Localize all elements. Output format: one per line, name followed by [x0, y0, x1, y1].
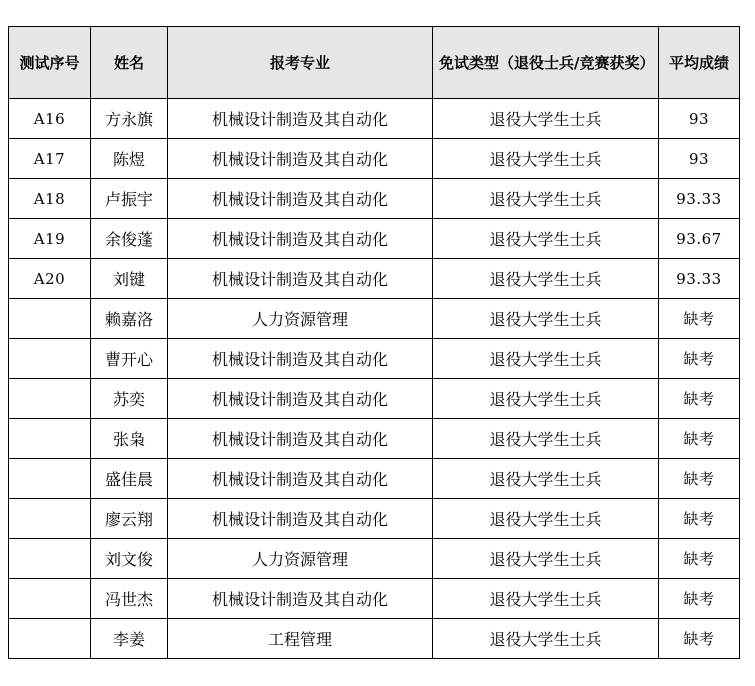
cell-name: 卢振宇 [91, 179, 168, 219]
cell-major: 机械设计制造及其自动化 [168, 219, 433, 259]
cell-name: 余俊蓬 [91, 219, 168, 259]
cell-exemption-type: 退役大学生士兵 [433, 259, 659, 299]
results-table-container [8, 26, 747, 659]
cell-test-number [9, 459, 91, 499]
table-row [9, 619, 740, 659]
table-row [9, 499, 740, 539]
table-body [9, 99, 740, 659]
cell-average-score: 缺考 [659, 459, 740, 499]
table-row [9, 179, 740, 219]
cell-major: 机械设计制造及其自动化 [168, 259, 433, 299]
table-row [9, 99, 740, 139]
cell-exemption-type: 退役大学生士兵 [433, 379, 659, 419]
cell-major: 机械设计制造及其自动化 [168, 379, 433, 419]
cell-name: 刘文俊 [91, 539, 168, 579]
cell-major: 机械设计制造及其自动化 [168, 579, 433, 619]
header-name: 姓名 [91, 27, 168, 99]
cell-test-number: A20 [9, 259, 91, 299]
table-row [9, 259, 740, 299]
header-major: 报考专业 [168, 27, 433, 99]
cell-name: 冯世杰 [91, 579, 168, 619]
cell-exemption-type: 退役大学生士兵 [433, 299, 659, 339]
cell-test-number [9, 539, 91, 579]
cell-average-score: 缺考 [659, 499, 740, 539]
cell-major: 机械设计制造及其自动化 [168, 419, 433, 459]
cell-major: 机械设计制造及其自动化 [168, 499, 433, 539]
cell-average-score: 缺考 [659, 579, 740, 619]
header-test-number: 测试序号 [9, 27, 91, 99]
cell-average-score: 93 [659, 139, 740, 179]
table-row [9, 339, 740, 379]
cell-average-score: 93 [659, 99, 740, 139]
cell-name: 陈煜 [91, 139, 168, 179]
header-exemption-type: 免试类型（退役士兵/竞赛获奖） [433, 27, 659, 99]
cell-name: 赖嘉洛 [91, 299, 168, 339]
cell-exemption-type: 退役大学生士兵 [433, 339, 659, 379]
cell-major: 机械设计制造及其自动化 [168, 339, 433, 379]
table-row [9, 139, 740, 179]
header-average-score: 平均成绩 [659, 27, 740, 99]
cell-name: 李姜 [91, 619, 168, 659]
cell-major: 机械设计制造及其自动化 [168, 99, 433, 139]
cell-exemption-type: 退役大学生士兵 [433, 419, 659, 459]
cell-average-score: 缺考 [659, 619, 740, 659]
cell-exemption-type: 退役大学生士兵 [433, 219, 659, 259]
table-row [9, 419, 740, 459]
cell-name: 盛佳晨 [91, 459, 168, 499]
cell-exemption-type: 退役大学生士兵 [433, 579, 659, 619]
cell-major: 机械设计制造及其自动化 [168, 459, 433, 499]
cell-name: 廖云翔 [91, 499, 168, 539]
cell-name: 苏奕 [91, 379, 168, 419]
cell-exemption-type: 退役大学生士兵 [433, 139, 659, 179]
cell-major: 机械设计制造及其自动化 [168, 179, 433, 219]
cell-test-number [9, 619, 91, 659]
table-row [9, 379, 740, 419]
cell-average-score: 缺考 [659, 379, 740, 419]
cell-major: 人力资源管理 [168, 299, 433, 339]
cell-test-number [9, 299, 91, 339]
cell-test-number [9, 579, 91, 619]
table-header-row [9, 27, 740, 99]
cell-major: 机械设计制造及其自动化 [168, 139, 433, 179]
results-table [8, 26, 740, 659]
cell-test-number [9, 499, 91, 539]
cell-exemption-type: 退役大学生士兵 [433, 539, 659, 579]
cell-average-score: 93.33 [659, 259, 740, 299]
cell-exemption-type: 退役大学生士兵 [433, 99, 659, 139]
cell-test-number: A18 [9, 179, 91, 219]
cell-test-number [9, 379, 91, 419]
cell-name: 曹开心 [91, 339, 168, 379]
cell-name: 刘键 [91, 259, 168, 299]
cell-average-score: 缺考 [659, 299, 740, 339]
cell-exemption-type: 退役大学生士兵 [433, 499, 659, 539]
cell-major: 工程管理 [168, 619, 433, 659]
table-row [9, 219, 740, 259]
table-row [9, 299, 740, 339]
cell-test-number: A17 [9, 139, 91, 179]
cell-major: 人力资源管理 [168, 539, 433, 579]
cell-exemption-type: 退役大学生士兵 [433, 459, 659, 499]
cell-test-number [9, 419, 91, 459]
cell-test-number: A19 [9, 219, 91, 259]
cell-average-score: 93.33 [659, 179, 740, 219]
cell-exemption-type: 退役大学生士兵 [433, 619, 659, 659]
cell-average-score: 缺考 [659, 339, 740, 379]
cell-name: 张枭 [91, 419, 168, 459]
cell-average-score: 93.67 [659, 219, 740, 259]
cell-average-score: 缺考 [659, 539, 740, 579]
cell-test-number: A16 [9, 99, 91, 139]
cell-name: 方永旗 [91, 99, 168, 139]
table-row [9, 459, 740, 499]
table-row [9, 539, 740, 579]
cell-exemption-type: 退役大学生士兵 [433, 179, 659, 219]
cell-test-number [9, 339, 91, 379]
cell-average-score: 缺考 [659, 419, 740, 459]
table-row [9, 579, 740, 619]
